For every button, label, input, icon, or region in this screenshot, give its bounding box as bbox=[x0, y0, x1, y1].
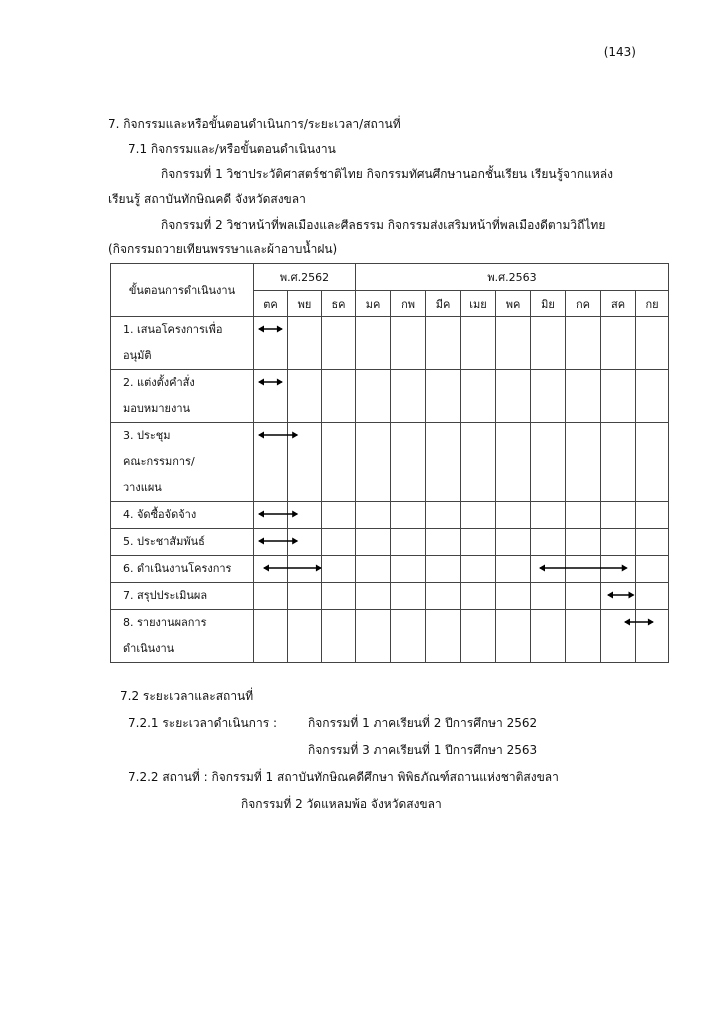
month-cell bbox=[426, 370, 461, 423]
month-header: กพ bbox=[391, 291, 426, 317]
month-cell bbox=[461, 556, 496, 583]
task-name-line: 4. จัดซื้อจัดจ้าง bbox=[123, 508, 197, 521]
schedule-row bbox=[111, 370, 669, 423]
timeline-arrow bbox=[258, 317, 283, 369]
month-cell bbox=[636, 423, 669, 502]
task-name-line: 6. ดำเนินงานโครงการ bbox=[123, 562, 232, 575]
timeline-arrow bbox=[258, 370, 283, 422]
subsection-heading: 7.1 กิจกรรมและ/หรือขั้นตอนดำเนินงาน bbox=[128, 142, 336, 156]
section-7-2-2-line-2: กิจกรรมที่ 2 วัดแหลมพ้อ จังหวัดสงขลา bbox=[241, 797, 442, 811]
month-cell bbox=[636, 370, 669, 423]
month-cell bbox=[496, 370, 531, 423]
month-header: กย bbox=[636, 291, 669, 317]
month-cell bbox=[566, 556, 601, 583]
month-cell bbox=[356, 317, 391, 370]
section-7-2-1-label: 7.2.1 ระยะเวลาดำเนินการ : bbox=[128, 716, 277, 730]
month-header: กค bbox=[566, 291, 601, 317]
page-number: (143) bbox=[603, 45, 636, 59]
month-cell bbox=[254, 610, 288, 663]
month-cell bbox=[566, 317, 601, 370]
month-cell bbox=[288, 610, 322, 663]
month-cell bbox=[254, 529, 288, 556]
task-name-line: มอบหมายงาน bbox=[123, 402, 191, 415]
month-header: พค bbox=[496, 291, 531, 317]
month-cell bbox=[601, 370, 636, 423]
month-header: มีค bbox=[426, 291, 461, 317]
month-cell bbox=[566, 370, 601, 423]
month-cell bbox=[356, 370, 391, 423]
month-cell bbox=[531, 529, 566, 556]
month-cell bbox=[426, 423, 461, 502]
month-cell bbox=[356, 583, 391, 610]
month-cell bbox=[254, 583, 288, 610]
paragraph-1-line-1: กิจกรรมที่ 1 วิชาประวัติศาสตร์ชาติไทย กิจกรรมทัศนศึกษานอกชั้นเรียน เรียนรู้จากแหล่ง bbox=[161, 167, 613, 181]
task-name bbox=[111, 583, 254, 610]
schedule-row bbox=[111, 529, 669, 556]
month-cell bbox=[461, 529, 496, 556]
task-column-header: ขั้นตอนการดำเนินงาน bbox=[111, 264, 254, 317]
month-cell bbox=[322, 610, 356, 663]
section-7-2-2-line-1: 7.2.2 สถานที่ : กิจกรรมที่ 1 สถาบันทักษิณคดีศึกษา พิพิธภัณฑ์สถานแห่งชาติสงขลา bbox=[128, 770, 559, 784]
month-cell bbox=[461, 502, 496, 529]
month-cell bbox=[601, 610, 636, 663]
month-cell bbox=[356, 502, 391, 529]
paragraph-2-line-2: (กิจกรรมถวายเทียนพรรษาและผ้าอาบน้ำฝน) bbox=[108, 242, 338, 256]
month-cell bbox=[531, 423, 566, 502]
month-cell bbox=[461, 583, 496, 610]
month-header: มิย bbox=[531, 291, 566, 317]
month-cell bbox=[356, 529, 391, 556]
month-cell bbox=[391, 529, 426, 556]
month-cell bbox=[288, 529, 322, 556]
month-cell bbox=[636, 317, 669, 370]
month-cell bbox=[601, 529, 636, 556]
task-name-line: วางแผน bbox=[123, 481, 162, 494]
month-cell bbox=[636, 556, 669, 583]
month-cell bbox=[356, 610, 391, 663]
task-name-line: 7. สรุปประเมินผล bbox=[123, 589, 208, 602]
month-cell bbox=[426, 610, 461, 663]
month-cell bbox=[356, 423, 391, 502]
year-header-2563: พ.ศ.2563 bbox=[356, 264, 669, 291]
month-header: มค bbox=[356, 291, 391, 317]
month-cell bbox=[426, 317, 461, 370]
month-cell bbox=[601, 502, 636, 529]
month-cell bbox=[322, 502, 356, 529]
month-cell bbox=[391, 610, 426, 663]
month-cell bbox=[601, 556, 636, 583]
schedule-table bbox=[110, 263, 669, 663]
month-cell bbox=[636, 610, 669, 663]
month-cell bbox=[322, 583, 356, 610]
task-name-line: 2. แต่งตั้งคำสั่ง bbox=[123, 376, 195, 389]
month-cell bbox=[288, 370, 322, 423]
month-cell bbox=[254, 423, 288, 502]
schedule-row bbox=[111, 502, 669, 529]
month-cell bbox=[496, 317, 531, 370]
month-cell bbox=[322, 317, 356, 370]
month-cell bbox=[288, 502, 322, 529]
section-7-2-title: 7.2 ระยะเวลาและสถานที่ bbox=[120, 689, 254, 703]
task-name-line: 1. เสนอโครงการเพื่อ bbox=[123, 323, 223, 336]
month-cell bbox=[531, 370, 566, 423]
month-cell bbox=[636, 502, 669, 529]
month-cell bbox=[461, 370, 496, 423]
paragraph-2-line-1: กิจกรรมที่ 2 วิชาหน้าที่พลเมืองและศีลธรรม กิจกรรมส่งเสริมหน้าที่พลเมืองดีตามวิถีไทย bbox=[161, 218, 606, 232]
task-name bbox=[111, 423, 254, 502]
task-name bbox=[111, 610, 254, 663]
month-cell bbox=[391, 370, 426, 423]
task-name bbox=[111, 370, 254, 423]
month-cell bbox=[254, 317, 288, 370]
month-cell bbox=[322, 370, 356, 423]
month-cell bbox=[531, 502, 566, 529]
month-cell bbox=[601, 317, 636, 370]
schedule-row bbox=[111, 423, 669, 502]
month-cell bbox=[636, 529, 669, 556]
month-cell bbox=[322, 556, 356, 583]
year-header-2562: พ.ศ.2562 bbox=[254, 264, 356, 291]
month-cell bbox=[531, 317, 566, 370]
month-cell bbox=[636, 583, 669, 610]
task-name-line: 3. ประชุม bbox=[123, 429, 171, 442]
task-name-line: คณะกรรมการ/ bbox=[123, 455, 195, 468]
month-cell bbox=[566, 610, 601, 663]
month-cell bbox=[288, 556, 322, 583]
month-cell bbox=[566, 423, 601, 502]
month-cell bbox=[461, 317, 496, 370]
month-header: สค bbox=[601, 291, 636, 317]
month-cell bbox=[288, 423, 322, 502]
month-cell bbox=[566, 529, 601, 556]
month-cell bbox=[254, 556, 288, 583]
month-cell bbox=[356, 556, 391, 583]
task-name bbox=[111, 502, 254, 529]
month-cell bbox=[496, 502, 531, 529]
paragraph-1-line-2: เรียนรู้ สถาบันทักษิณคดี จังหวัดสงขลา bbox=[108, 192, 306, 206]
section-heading: 7. กิจกรรมและหรือขั้นตอนดำเนินการ/ระยะเวลา/สถานที่ bbox=[108, 117, 401, 131]
section-7-2-1-value-2: กิจกรรมที่ 3 ภาคเรียนที่ 1 ปีการศึกษา 2563 bbox=[308, 743, 538, 757]
month-cell bbox=[566, 502, 601, 529]
month-cell bbox=[496, 583, 531, 610]
month-cell bbox=[426, 556, 461, 583]
task-name bbox=[111, 556, 254, 583]
month-cell bbox=[391, 556, 426, 583]
schedule-row bbox=[111, 583, 669, 610]
month-cell bbox=[391, 423, 426, 502]
section-7-2-1-value-1: กิจกรรมที่ 1 ภาคเรียนที่ 2 ปีการศึกษา 2562 bbox=[308, 716, 538, 730]
month-cell bbox=[496, 610, 531, 663]
month-cell bbox=[496, 423, 531, 502]
month-cell bbox=[288, 583, 322, 610]
month-cell bbox=[426, 502, 461, 529]
month-cell bbox=[496, 556, 531, 583]
month-header: ตค bbox=[254, 291, 288, 317]
task-name-line: 5. ประชาสัมพันธ์ bbox=[123, 535, 205, 548]
month-cell bbox=[601, 583, 636, 610]
schedule-row bbox=[111, 556, 669, 583]
month-cell bbox=[391, 583, 426, 610]
month-cell bbox=[254, 502, 288, 529]
month-cell bbox=[461, 610, 496, 663]
task-name-line: ดำเนินงาน bbox=[123, 642, 175, 655]
month-header: ธค bbox=[322, 291, 356, 317]
month-cell bbox=[322, 423, 356, 502]
task-name-line: 8. รายงานผลการ bbox=[123, 616, 207, 629]
task-name bbox=[111, 317, 254, 370]
month-header: เมย bbox=[461, 291, 496, 317]
schedule-row bbox=[111, 610, 669, 663]
month-cell bbox=[391, 317, 426, 370]
month-cell bbox=[531, 556, 566, 583]
task-name bbox=[111, 529, 254, 556]
month-cell bbox=[426, 583, 461, 610]
month-cell bbox=[531, 583, 566, 610]
task-name-line: อนุมัติ bbox=[123, 349, 152, 362]
month-cell bbox=[322, 529, 356, 556]
month-header: พย bbox=[288, 291, 322, 317]
month-cell bbox=[461, 423, 496, 502]
month-cell bbox=[601, 423, 636, 502]
month-cell bbox=[531, 610, 566, 663]
month-cell bbox=[288, 317, 322, 370]
month-cell bbox=[254, 370, 288, 423]
month-cell bbox=[566, 583, 601, 610]
schedule-row bbox=[111, 317, 669, 370]
month-cell bbox=[496, 529, 531, 556]
month-cell bbox=[391, 502, 426, 529]
month-cell bbox=[426, 529, 461, 556]
